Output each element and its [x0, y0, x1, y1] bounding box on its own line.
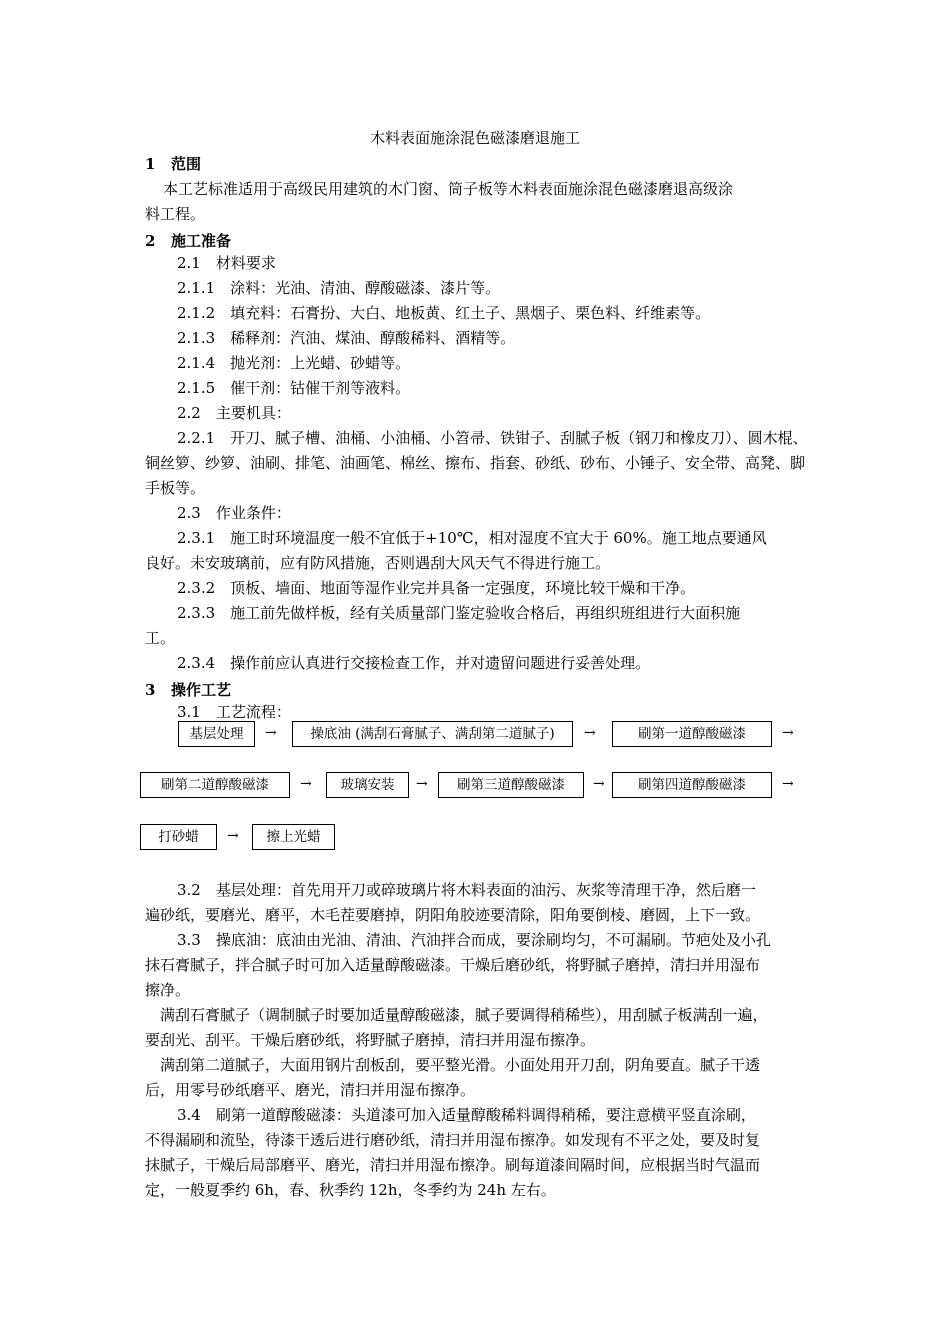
- paragraph-line: 本工艺标准适用于高级民用建筑的木门窗、筒子板等木料表面施涂混色磁漆磨退高级涂: [163, 180, 734, 198]
- arrow-icon: →: [300, 776, 312, 792]
- paragraph-line: 工。: [145, 629, 176, 647]
- paragraph-line: 2.1.1 涂料：光油、清油、醇酸磁漆、漆片等。: [177, 279, 501, 297]
- paragraph-line: 2.1.5 催干剂：钴催干剂等液料。: [177, 379, 411, 397]
- arrow-icon: →: [227, 828, 239, 844]
- flow-step-sand-wax: 打砂蜡: [140, 824, 217, 850]
- paragraph-line: 满刮第二道腻子，大面用钢片刮板刮，要平整光滑。小面处用开刀刮，阴角要直。腻子干透: [160, 1056, 761, 1074]
- paragraph-line: 后，用零号砂纸磨平、磨光，清扫并用湿布擦净。: [145, 1081, 476, 1099]
- section-number: 1: [145, 155, 156, 173]
- arrow-icon: →: [593, 776, 605, 792]
- paragraph-line: 2.3.2 顶板、墙面、地面等湿作业完并具备一定强度，环境比较干燥和干净。: [177, 579, 696, 597]
- arrow-icon: →: [782, 776, 794, 792]
- section-number: 3: [145, 681, 156, 699]
- flow-step-fourth-coat: 刷第四道醇酸磁漆: [612, 772, 772, 798]
- section-title: 操作工艺: [171, 681, 232, 699]
- paragraph-line: 手板等。: [145, 479, 206, 497]
- paragraph-line: 擦净。: [145, 981, 191, 999]
- arrow-icon: →: [584, 725, 596, 741]
- paragraph-line: 3.2 基层处理：首先用开刀或碎玻璃片将木料表面的油污、灰浆等清理干净，然后磨一: [177, 881, 756, 899]
- flow-step-second-coat: 刷第二道醇酸磁漆: [140, 772, 290, 798]
- section-title: 范围: [171, 155, 202, 173]
- flow-step-third-coat: 刷第三道醇酸磁漆: [438, 772, 584, 798]
- flow-step-glass-install: 玻璃安装: [326, 772, 409, 798]
- paragraph-line: 抹腻子，干燥后局部磨平、磨光，清扫并用湿布擦净。刷每道漆间隔时间，应根据当时气温而: [145, 1156, 761, 1174]
- paragraph-line: 满刮石膏腻子（调制腻子时要加适量醇酸磁漆，腻子要调得稍稀些），用刮腻子板满刮一遍，: [160, 1006, 768, 1024]
- flow-step-polish-wax: 擦上光蜡: [252, 824, 335, 850]
- paragraph-line: 2.1.3 稀释剂：汽油、煤油、醇酸稀料、酒精等。: [177, 329, 516, 347]
- paragraph-line: 铜丝箩、纱箩、油刷、排笔、油画笔、棉丝、擦布、指套、砂纸、砂布、小锤子、安全带、高凳、脚: [145, 454, 806, 472]
- paragraph-line: 3.1 工艺流程：: [177, 703, 291, 721]
- paragraph-line: 2.2 主要机具：: [177, 404, 291, 422]
- paragraph-line: 不得漏刷和流坠，待漆干透后进行磨砂纸，清扫并用湿布擦净。如发现有不平之处，要及时复: [145, 1131, 761, 1149]
- paragraph-line: 2.3.1 施工时环境温度一般不宜低于+10℃，相对湿度不宜大于 60%。施工地点要通风: [177, 529, 767, 547]
- paragraph-line: 遍砂纸，要磨光、磨平，木毛茬要磨掉，阴阳角胶迹要清除，阳角要倒棱、磨圆，上下一致。: [145, 906, 761, 924]
- flow-step-base-oil: 操底油 (满刮石膏腻子、满刮第二道腻子): [292, 721, 573, 747]
- paragraph-line: 2.1.2 填充料：石膏扮、大白、地板黄、红土子、黑烟子、栗色料、纤维素等。: [177, 304, 711, 322]
- paragraph-line: 抹石膏腻子，拌合腻子时可加入适量醇酸磁漆。干燥后磨砂纸，将野腻子磨掉，清扫并用湿布: [145, 956, 761, 974]
- paragraph-line: 2.1.4 抛光剂：上光蜡、砂蜡等。: [177, 354, 411, 372]
- paragraph-line: 3.3 操底油：底油由光油、清油、汽油拌合而成，要涂刷均匀，不可漏刷。节疤处及小孔: [177, 931, 771, 949]
- section-number: 2: [145, 232, 156, 250]
- section-title: 施工准备: [171, 232, 232, 250]
- arrow-icon: →: [416, 776, 428, 792]
- arrow-icon: →: [265, 725, 277, 741]
- section-1-heading: [145, 153, 201, 174]
- paragraph-line: 2.3.4 操作前应认真进行交接检查工作，并对遗留问题进行妥善处理。: [177, 654, 651, 672]
- flow-step-first-coat: 刷第一道醇酸磁漆: [612, 721, 772, 747]
- section-2-heading: [145, 230, 231, 251]
- arrow-icon: →: [782, 725, 794, 741]
- paragraph-line: 2.3 作业条件：: [177, 504, 291, 522]
- paragraph-line: 料工程。: [145, 205, 206, 223]
- paragraph-line: 3.4 刷第一道醇酸磁漆：头道漆可加入适量醇酸稀料调得稍稀，要注意横平竖直涂刷，: [177, 1106, 756, 1124]
- paragraph-line: 2.2.1 开刀、腻子槽、油桶、小油桶、小笤帚、铁钳子、刮腻子板（钢刀和橡皮刀）、圆木棍、: [177, 429, 808, 447]
- document-title: 木料表面施涂混色磁漆磨退施工: [369, 129, 580, 147]
- paragraph-line: 良好。未安玻璃前，应有防风措施，否则遇刮大风天气不得进行施工。: [145, 554, 611, 572]
- section-3-heading: [145, 679, 231, 700]
- paragraph-line: 2.1 材料要求: [177, 254, 276, 272]
- flow-step-base-treatment: 基层处理: [178, 721, 255, 747]
- paragraph-line: 2.3.3 施工前先做样板，经有关质量部门鉴定验收合格后，再组织班组进行大面积施: [177, 604, 741, 622]
- paragraph-line: 要刮光、刮平。干燥后磨砂纸，将野腻子磨掉，清扫并用湿布擦净。: [145, 1031, 596, 1049]
- paragraph-line: 定，一般夏季约 6h，春、秋季约 12h，冬季约为 24h 左右。: [145, 1181, 556, 1199]
